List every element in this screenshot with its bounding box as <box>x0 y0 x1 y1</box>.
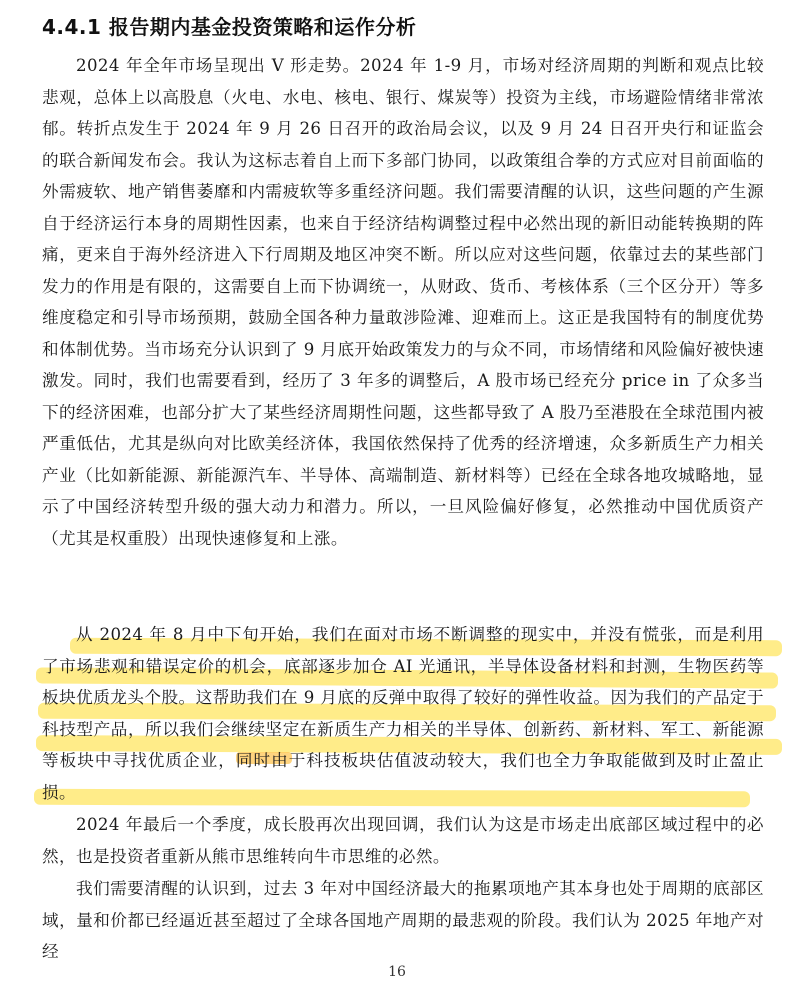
page-number: 16 <box>388 964 406 980</box>
paragraph-portfolio-actions: 从 2024 年 8 月中下旬开始，我们在面对市场不断调整的现实中，并没有慌张，而是利用了市场悲观和错误定价的机会，底部逐步加仓 AI 光通讯，半导体设备材料和封测，生物医药等板块优质龙头个股。这帮助我们在 9 月底的反弹中取得了较好的弹性收益。因为我们的产品定于科技型产品，所以我们会继续坚定在新质生产力相关的半导体、创新药、新材料、军工、新能源等板块中寻找优质企业，同时由于科技板块估值波动较大，我们也全力争取能做到及时止盈止损。 <box>42 625 764 802</box>
paragraph-market-review: 2024 年全年市场呈现出 V 形走势。2024 年 1-9 月，市场对经济周期的判断和观点比较悲观，总体上以高股息（火电、水电、核电、银行、煤炭等）投资为主线，市场避险情绪非常浓郁。转折点发生于 2024 年 9 月 26 日召开的政治局会议，以及 9 月 24 日召开央行和证监会的联合新闻发布会。我认为这标志着自上而下多部门协同，以政策组合拳的方式应对目前面临的外需疲软、地产销售萎靡和内需疲软等多重经济问题。我们需要清醒的认识，这些问题的产生源自于经济运行本身的周期性因素，也来自于经济结构调整过程中必然出现的新旧动能转换期的阵痛，更来自于海外经济进入下行周期及地区冲突不断。所以应对这些问题，依靠过去的某些部门发力的作用是有限的，这需要自上而下协调统一，从财政、货币、考核体系（三个区分开）等多维度稳定和引导市场预期，鼓励全国各种力量敢涉险滩、迎难而上。这正是我国特有的制度优势和体制优势。当市场充分认识到了 9 月底开始政策发力的与众不同，市场情绪和风险偏好被快速激发。同时，我们也需要看到，经历了 3 年多的调整后，A 股市场已经充分 price in 了众多当下的经济困难，也部分扩大了某些经济周期性问题，这些都导致了 A 股乃至港股在全球范围内被严重低估，尤其是纵向对比欧美经济体，我国依然保持了优秀的经济增速，众多新质生产力相关产业（比如新能源、新能源汽车、半导体、高端制造、新材料等）已经在全球各地攻城略地，显示了中国经济转型升级的强大动力和潜力。所以，一旦风险偏好修复，必然推动中国优质资产（尤其是权重股）出现快速修复和上涨。 <box>42 56 764 548</box>
paragraph-real-estate: 我们需要清醒的认识到，过去 3 年对中国经济最大的拖累项地产其本身也处于周期的底部区域，量和价都已经逼近甚至超过了全球各国地产周期的最悲观的阶段。我们认为 2025 年地产对经 <box>42 879 764 961</box>
paragraph-q4-pullback: 2024 年最后一个季度，成长股再次出现回调，我们认为这是市场走出底部区域过程中的必然，也是投资者重新从熊市思维转向牛市思维的必然。 <box>42 815 764 866</box>
section-heading: 4.4.1 报告期内基金投资策略和运作分析 <box>42 15 417 39</box>
